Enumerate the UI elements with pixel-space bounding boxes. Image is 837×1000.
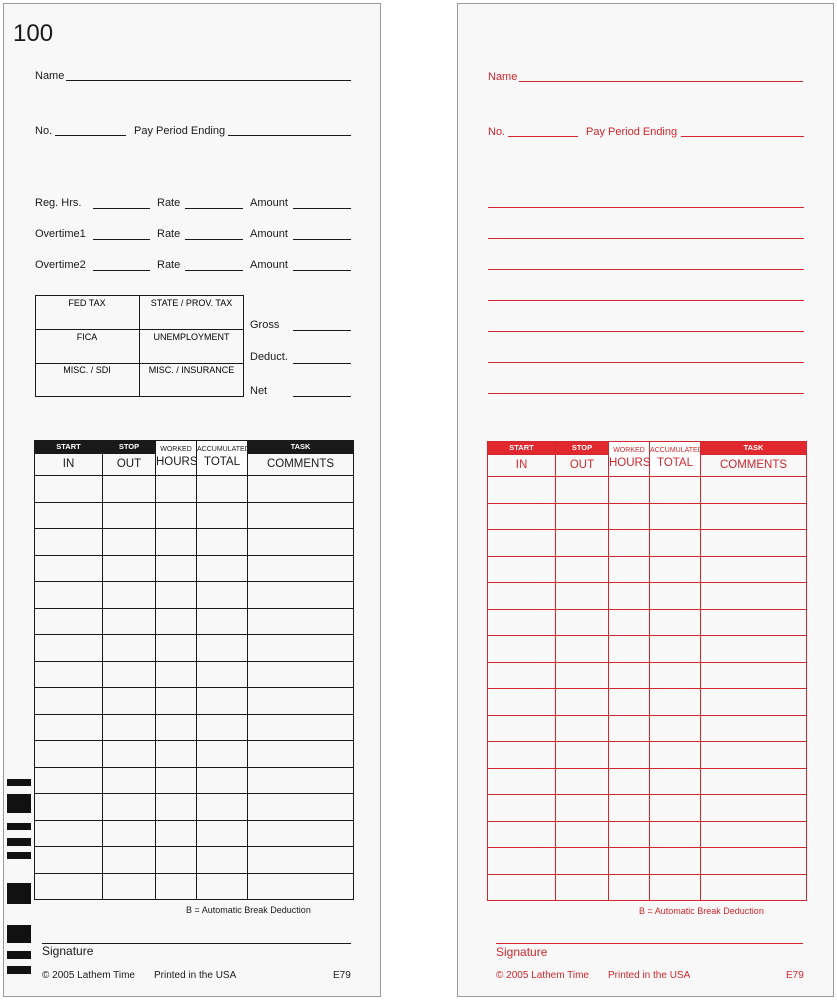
table-cell[interactable] [701, 636, 807, 663]
fed-tax-label: FED TAX [68, 298, 106, 308]
table-cell[interactable] [556, 477, 609, 504]
timing-mark [7, 883, 31, 904]
timing-mark [7, 779, 31, 786]
table-row [488, 583, 807, 610]
table-cell[interactable] [156, 688, 197, 715]
table-cell[interactable] [103, 529, 156, 556]
table-cell[interactable] [650, 689, 701, 716]
table-cell[interactable] [650, 768, 701, 795]
table-row [488, 689, 807, 716]
col-worked-header [609, 442, 650, 477]
gross-label: Gross [250, 319, 280, 331]
blank-line [488, 300, 804, 301]
table-cell[interactable] [488, 583, 556, 610]
table-cell[interactable] [609, 689, 650, 716]
gross-line [293, 330, 351, 331]
table-row [488, 715, 807, 742]
reg-hrs-line [93, 208, 150, 209]
timing-mark [7, 951, 31, 959]
table-row [488, 848, 807, 875]
table-cell[interactable] [248, 820, 354, 847]
table-cell[interactable] [35, 661, 103, 688]
table-row [488, 821, 807, 848]
time-card-red [457, 3, 834, 997]
pay-period-label: Pay Period Ending [586, 126, 678, 138]
table-cell[interactable] [103, 714, 156, 741]
table-row [35, 529, 354, 556]
blank-line [488, 269, 804, 270]
col-accumulated-header [197, 441, 248, 476]
table-cell[interactable] [156, 529, 197, 556]
table-cell[interactable] [488, 742, 556, 769]
no-label: No. [488, 126, 506, 138]
table-cell[interactable] [609, 583, 650, 610]
table-cell[interactable] [35, 529, 103, 556]
col-start-header: START [35, 441, 103, 454]
table-cell[interactable] [701, 742, 807, 769]
table-cell[interactable] [556, 848, 609, 875]
table-cell[interactable] [35, 847, 103, 874]
net-line [293, 396, 351, 397]
pay-period-line [228, 135, 351, 136]
timing-mark [7, 823, 31, 830]
table-cell[interactable] [156, 820, 197, 847]
table-row [488, 874, 807, 901]
amount-line [293, 208, 351, 209]
table-cell[interactable] [609, 477, 650, 504]
table-cell[interactable] [35, 555, 103, 582]
rate-line [185, 208, 243, 209]
printed-in: Printed in the USA [608, 970, 691, 981]
table-cell[interactable] [556, 768, 609, 795]
time-table-body [35, 476, 354, 900]
table-cell[interactable] [650, 795, 701, 822]
state-tax-label: STATE / PROV. TAX [150, 298, 233, 308]
reg-hrs-label: Reg. Hrs. [35, 197, 82, 209]
table-cell[interactable] [609, 556, 650, 583]
col-task-header: TASK [248, 441, 354, 454]
col-accumulated-label: ACCUMULATED [197, 446, 250, 453]
table-row [488, 742, 807, 769]
table-cell[interactable] [197, 635, 248, 662]
table-cell[interactable] [650, 609, 701, 636]
table-cell[interactable] [556, 530, 609, 557]
table-cell[interactable] [248, 661, 354, 688]
rate-line [185, 270, 243, 271]
timing-mark [7, 925, 31, 943]
table-cell[interactable] [156, 873, 197, 900]
net-label: Net [250, 385, 268, 397]
table-cell[interactable] [701, 556, 807, 583]
table-cell[interactable] [488, 821, 556, 848]
table-cell[interactable] [103, 502, 156, 529]
col-out-header: OUT [556, 455, 609, 477]
table-cell[interactable] [248, 476, 354, 503]
col-worked-label: WORKED [160, 446, 192, 453]
table-row [35, 820, 354, 847]
table-cell[interactable] [197, 529, 248, 556]
col-total-label: TOTAL [204, 456, 240, 468]
table-cell[interactable] [35, 608, 103, 635]
col-in-header: IN [488, 455, 556, 477]
table-cell[interactable] [103, 847, 156, 874]
table-row [35, 873, 354, 900]
table-cell[interactable] [197, 661, 248, 688]
table-cell[interactable] [556, 689, 609, 716]
table-cell[interactable] [488, 609, 556, 636]
unemployment-label: UNEMPLOYMENT [153, 332, 230, 342]
blank-line [488, 393, 804, 394]
table-cell[interactable] [156, 714, 197, 741]
card-number: 100 [13, 20, 54, 47]
table-cell[interactable] [35, 476, 103, 503]
table-cell[interactable] [103, 688, 156, 715]
table-cell[interactable] [701, 609, 807, 636]
table-cell[interactable] [156, 661, 197, 688]
table-cell[interactable] [488, 874, 556, 901]
tax-box-divider [35, 363, 244, 364]
time-table [34, 440, 354, 900]
col-worked-header [156, 441, 197, 476]
table-cell[interactable] [650, 742, 701, 769]
table-cell[interactable] [103, 873, 156, 900]
table-cell[interactable] [35, 688, 103, 715]
table-row [35, 847, 354, 874]
col-comments-header: COMMENTS [248, 454, 354, 476]
amount-label: Amount [250, 259, 288, 271]
table-cell[interactable] [609, 768, 650, 795]
overtime2-line [93, 270, 150, 271]
signature-line [42, 943, 351, 944]
table-cell[interactable] [650, 503, 701, 530]
table-row [35, 741, 354, 768]
table-cell[interactable] [156, 847, 197, 874]
table-cell[interactable] [556, 795, 609, 822]
table-cell[interactable] [156, 608, 197, 635]
time-table-body [488, 477, 807, 901]
table-cell[interactable] [103, 476, 156, 503]
table-cell[interactable] [556, 503, 609, 530]
table-cell[interactable] [197, 502, 248, 529]
table-cell[interactable] [609, 530, 650, 557]
misc-insurance-label: MISC. / INSURANCE [148, 365, 235, 375]
table-cell[interactable] [248, 502, 354, 529]
name-label: Name [35, 70, 65, 82]
col-worked-label: WORKED [613, 447, 645, 454]
timing-mark [7, 852, 31, 859]
table-cell[interactable] [248, 714, 354, 741]
table-cell[interactable] [248, 741, 354, 768]
table-cell[interactable] [650, 636, 701, 663]
table-cell[interactable] [197, 582, 248, 609]
copyright: © 2005 Lathem Time [496, 970, 589, 981]
blank-line [488, 207, 804, 208]
col-total-label: TOTAL [657, 457, 693, 469]
pay-period-label: Pay Period Ending [134, 125, 226, 137]
table-cell[interactable] [488, 530, 556, 557]
table-row [35, 688, 354, 715]
table-cell[interactable] [701, 715, 807, 742]
table-row [488, 795, 807, 822]
table-cell[interactable] [156, 502, 197, 529]
table-cell[interactable] [156, 741, 197, 768]
col-accumulated-header [650, 442, 701, 477]
col-in-header: IN [35, 454, 103, 476]
table-cell[interactable] [156, 635, 197, 662]
copyright: © 2005 Lathem Time [42, 970, 135, 981]
col-out-header: OUT [103, 454, 156, 476]
table-cell[interactable] [248, 555, 354, 582]
table-cell[interactable] [248, 582, 354, 609]
table-cell[interactable] [650, 848, 701, 875]
name-label: Name [488, 71, 518, 83]
timing-mark [7, 794, 31, 813]
table-cell[interactable] [701, 662, 807, 689]
table-cell[interactable] [103, 608, 156, 635]
table-row [35, 635, 354, 662]
table-cell[interactable] [609, 848, 650, 875]
table-cell[interactable] [248, 608, 354, 635]
table-cell[interactable] [156, 582, 197, 609]
table-cell[interactable] [103, 555, 156, 582]
table-cell[interactable] [701, 848, 807, 875]
col-hours-label: HOURS [609, 457, 651, 469]
col-task-header: TASK [701, 442, 807, 455]
table-cell[interactable] [556, 583, 609, 610]
rate-label: Rate [157, 228, 181, 240]
table-cell[interactable] [701, 795, 807, 822]
deduct-line [293, 363, 351, 364]
table-cell[interactable] [103, 661, 156, 688]
table-cell[interactable] [156, 476, 197, 503]
table-cell[interactable] [248, 873, 354, 900]
table-cell[interactable] [197, 555, 248, 582]
col-start-header: START [488, 442, 556, 455]
table-cell[interactable] [701, 874, 807, 901]
table-row [35, 608, 354, 635]
table-row [35, 794, 354, 821]
table-cell[interactable] [701, 530, 807, 557]
table-cell[interactable] [488, 503, 556, 530]
table-cell[interactable] [556, 874, 609, 901]
table-row [35, 767, 354, 794]
signature-label: Signature [42, 944, 94, 958]
table-row [35, 502, 354, 529]
table-cell[interactable] [35, 582, 103, 609]
table-cell[interactable] [35, 714, 103, 741]
blank-line [488, 331, 804, 332]
table-cell[interactable] [556, 821, 609, 848]
no-label: No. [35, 125, 53, 137]
table-cell[interactable] [35, 741, 103, 768]
table-cell[interactable] [609, 715, 650, 742]
table-cell[interactable] [556, 715, 609, 742]
blank-line [488, 362, 804, 363]
table-cell[interactable] [556, 609, 609, 636]
table-row [35, 661, 354, 688]
table-row [488, 768, 807, 795]
table-cell[interactable] [156, 794, 197, 821]
table-cell[interactable] [488, 662, 556, 689]
table-row [35, 555, 354, 582]
table-cell[interactable] [488, 477, 556, 504]
table-cell[interactable] [609, 874, 650, 901]
pay-period-line [681, 136, 804, 137]
col-hours-label: HOURS [156, 456, 198, 468]
table-cell[interactable] [650, 662, 701, 689]
table-cell[interactable] [609, 503, 650, 530]
table-cell[interactable] [650, 583, 701, 610]
overtime1-label: Overtime1 [35, 228, 86, 240]
table-row [35, 714, 354, 741]
table-cell[interactable] [197, 714, 248, 741]
blank-line [488, 238, 804, 239]
col-stop-header: STOP [556, 442, 609, 455]
table-row [35, 476, 354, 503]
form-code: E79 [333, 970, 351, 981]
table-cell[interactable] [197, 820, 248, 847]
table-cell[interactable] [35, 820, 103, 847]
col-comments-header: COMMENTS [701, 455, 807, 477]
break-note: B = Automatic Break Deduction [639, 906, 764, 916]
deduct-label: Deduct. [250, 351, 288, 363]
table-cell[interactable] [701, 503, 807, 530]
table-cell[interactable] [650, 874, 701, 901]
table-cell[interactable] [609, 636, 650, 663]
table-cell[interactable] [701, 821, 807, 848]
table-cell[interactable] [197, 608, 248, 635]
amount-line [293, 270, 351, 271]
table-cell[interactable] [556, 636, 609, 663]
table-cell[interactable] [35, 794, 103, 821]
table-cell[interactable] [488, 768, 556, 795]
table-row [488, 636, 807, 663]
table-row [35, 582, 354, 609]
table-cell[interactable] [488, 715, 556, 742]
signature-line [496, 943, 803, 944]
table-cell[interactable] [609, 609, 650, 636]
table-cell[interactable] [556, 556, 609, 583]
table-cell[interactable] [650, 530, 701, 557]
table-cell[interactable] [35, 767, 103, 794]
col-stop-header: STOP [103, 441, 156, 454]
form-code: E79 [786, 970, 804, 981]
time-table [487, 441, 807, 901]
table-cell[interactable] [556, 742, 609, 769]
amount-label: Amount [250, 197, 288, 209]
break-note: B = Automatic Break Deduction [186, 905, 311, 915]
tax-box-divider [35, 329, 244, 330]
table-row [488, 662, 807, 689]
table-cell[interactable] [103, 635, 156, 662]
amount-line [293, 239, 351, 240]
table-cell[interactable] [488, 795, 556, 822]
table-cell[interactable] [609, 742, 650, 769]
no-line [508, 136, 578, 137]
col-accumulated-label: ACCUMULATED [650, 447, 703, 454]
table-row [488, 609, 807, 636]
table-cell[interactable] [103, 741, 156, 768]
table-row [488, 503, 807, 530]
table-cell[interactable] [248, 635, 354, 662]
table-cell[interactable] [488, 689, 556, 716]
timing-mark [7, 966, 31, 974]
table-cell[interactable] [248, 847, 354, 874]
table-cell[interactable] [197, 767, 248, 794]
table-cell[interactable] [156, 555, 197, 582]
table-cell[interactable] [248, 688, 354, 715]
rate-line [185, 239, 243, 240]
table-cell[interactable] [197, 476, 248, 503]
timing-mark [7, 838, 31, 846]
misc-sdi-label: MISC. / SDI [63, 365, 111, 375]
table-cell[interactable] [609, 821, 650, 848]
table-cell[interactable] [488, 636, 556, 663]
fica-label: FICA [76, 332, 98, 342]
amount-label: Amount [250, 228, 288, 240]
tax-box-divider [139, 295, 140, 397]
table-cell[interactable] [488, 556, 556, 583]
table-cell[interactable] [248, 767, 354, 794]
rate-label: Rate [157, 197, 181, 209]
table-cell[interactable] [103, 820, 156, 847]
table-cell[interactable] [197, 688, 248, 715]
table-cell[interactable] [197, 847, 248, 874]
table-cell[interactable] [609, 795, 650, 822]
table-cell[interactable] [650, 715, 701, 742]
table-cell[interactable] [488, 848, 556, 875]
table-cell[interactable] [103, 767, 156, 794]
overtime1-line [93, 239, 150, 240]
table-row [488, 530, 807, 557]
table-cell[interactable] [650, 477, 701, 504]
table-cell[interactable] [197, 741, 248, 768]
table-cell[interactable] [35, 873, 103, 900]
rate-label: Rate [157, 259, 181, 271]
no-line [55, 135, 126, 136]
overtime2-label: Overtime2 [35, 259, 86, 271]
table-cell[interactable] [197, 873, 248, 900]
table-cell[interactable] [609, 662, 650, 689]
table-cell[interactable] [701, 689, 807, 716]
printed-in: Printed in the USA [154, 970, 237, 981]
table-cell[interactable] [701, 768, 807, 795]
table-cell[interactable] [35, 635, 103, 662]
time-card-black [3, 3, 381, 997]
table-cell[interactable] [650, 556, 701, 583]
signature-label: Signature [496, 945, 548, 959]
table-cell[interactable] [650, 821, 701, 848]
name-line [66, 80, 351, 81]
table-row [488, 556, 807, 583]
name-line [519, 81, 803, 82]
table-cell[interactable] [248, 529, 354, 556]
table-cell[interactable] [35, 502, 103, 529]
table-cell[interactable] [197, 794, 248, 821]
table-cell[interactable] [103, 794, 156, 821]
table-cell[interactable] [248, 794, 354, 821]
table-cell[interactable] [103, 582, 156, 609]
table-cell[interactable] [556, 662, 609, 689]
table-cell[interactable] [701, 477, 807, 504]
table-row [488, 477, 807, 504]
table-cell[interactable] [701, 583, 807, 610]
table-cell[interactable] [156, 767, 197, 794]
